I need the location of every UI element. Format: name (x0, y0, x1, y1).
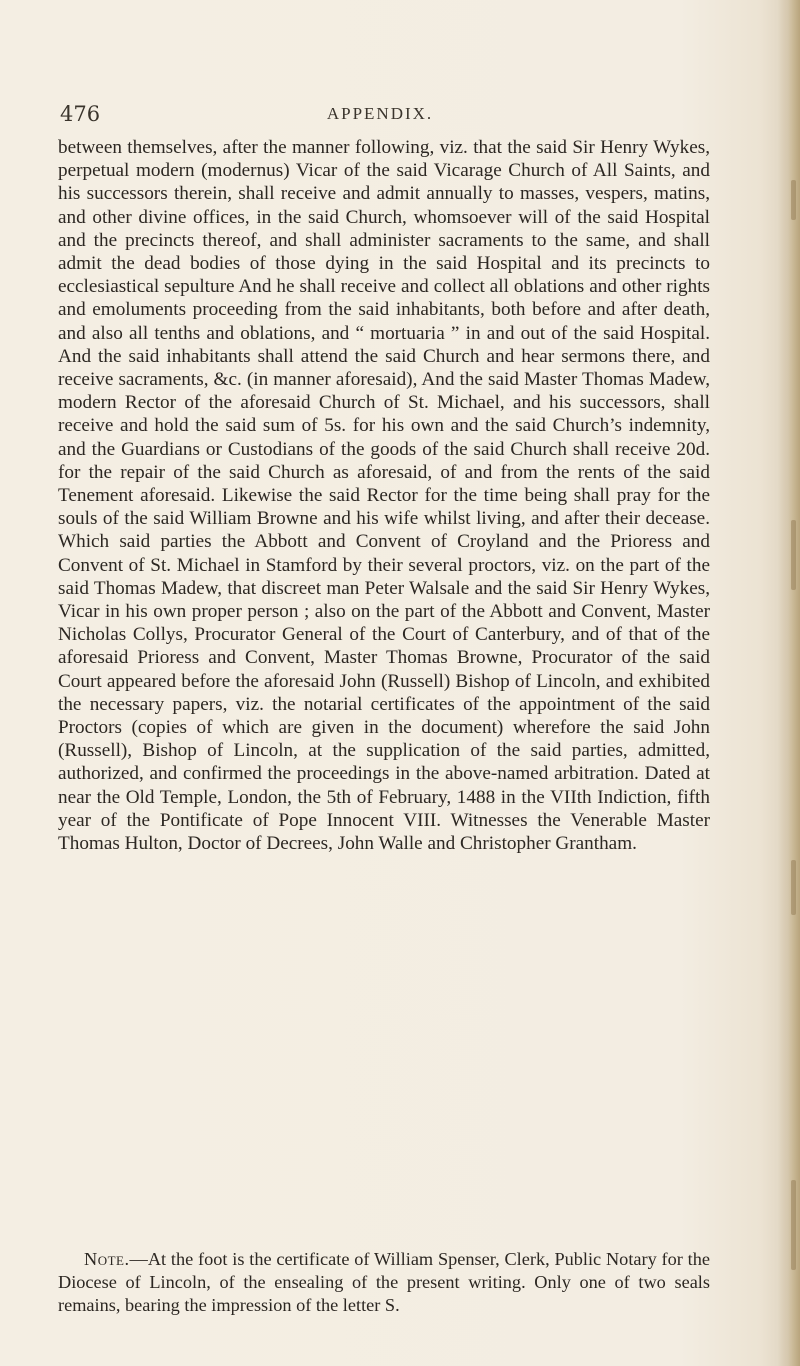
page-number: 476 (60, 102, 101, 126)
running-head: APPENDIX. (326, 104, 434, 123)
footnote (58, 1248, 710, 1317)
note-text: —At the foot is the certificate of William Spenser, Clerk, Public Notary for the Diocese of Lincoln, of the ensealing of the present writing. Only one of two seals remains, bearing the impression of the letter S. (58, 1249, 710, 1315)
edge-stain (791, 520, 796, 590)
main-paragraph: between themselves, after the manner following, viz. that the said Sir Henry Wykes, perpetual modern (modernus) Vicar of the said Vicarage Church of All Saints, and his successors therein, shall receive and admit annually to masses, vespers, matins, and other divine offices, in the said Church, whomsoever will of the said Hospital and the precincts thereof, and shall administer sacraments to the same, and shall admit the dead bodies of those dying in the said Hospital and its precincts to ecclesiastical sepulture And he shall receive and collect all oblations and other rights and emoluments proceeding from the said inhabitants, both before and after death, and also all tenths and oblations, and “ mortuaria ” in and out of the said Hospital. And the said inhabitants shall attend the said Church and hear sermons there, and receive sacraments, &c. (in manner aforesaid), And the said Master Thomas Madew, modern Rector of the aforesaid Church of St. Michael, and his successors, shall receive and hold the said sum of 5s. for his own and the said Church’s indemnity, and the Guardians or Custodians of the goods of the said Church shall receive 20d. for the repair of the said Church as aforesaid, of and from the rents of the said Tenement aforesaid. Likewise the said Rector for the time being shall pray for the souls of the said William Browne and his wife whilst living, and after their decease. Which said parties the Abbott and Convent of Croyland and the Prioress and Convent of St. Michael in Stamford by their several proctors, viz. on the part of the said Thomas Madew, that discreet man Peter Walsale and the said Sir Henry Wykes, Vicar in his own proper person ; also on the part of the Abbott and Convent, Master Nicholas Collys, Procurator General of the Court of Canterbury, and of that of the aforesaid Prioress and Convent, Master Thomas Browne, Procurator of the said Court appeared before the aforesaid John (Russell) Bishop of Lincoln, and exhibited the necessary papers, viz. the notarial certificates of the appointment of the said Proctors (copies of which are given in the document) wherefore the said John (Russell), Bishop of Lincoln, at the supplication of the said parties, admitted, authorized, and confirmed the proceedings in the above-named arbitration. Dated at near the Old Temple, London, the 5th of February, 1488 in the VIIth Indiction, fifth year of the Pontificate of Pope Innocent VIII. Witnesses the Venerable Master Thomas Hulton, Doctor of Decrees, John Walle and Christopher Grantham. (58, 137, 710, 855)
page-edge-shadow (778, 0, 800, 1366)
note-label: Note. (84, 1249, 130, 1269)
page-header (60, 102, 700, 132)
edge-stain (791, 180, 796, 220)
edge-stain (791, 1180, 796, 1270)
edge-stain (791, 860, 796, 915)
